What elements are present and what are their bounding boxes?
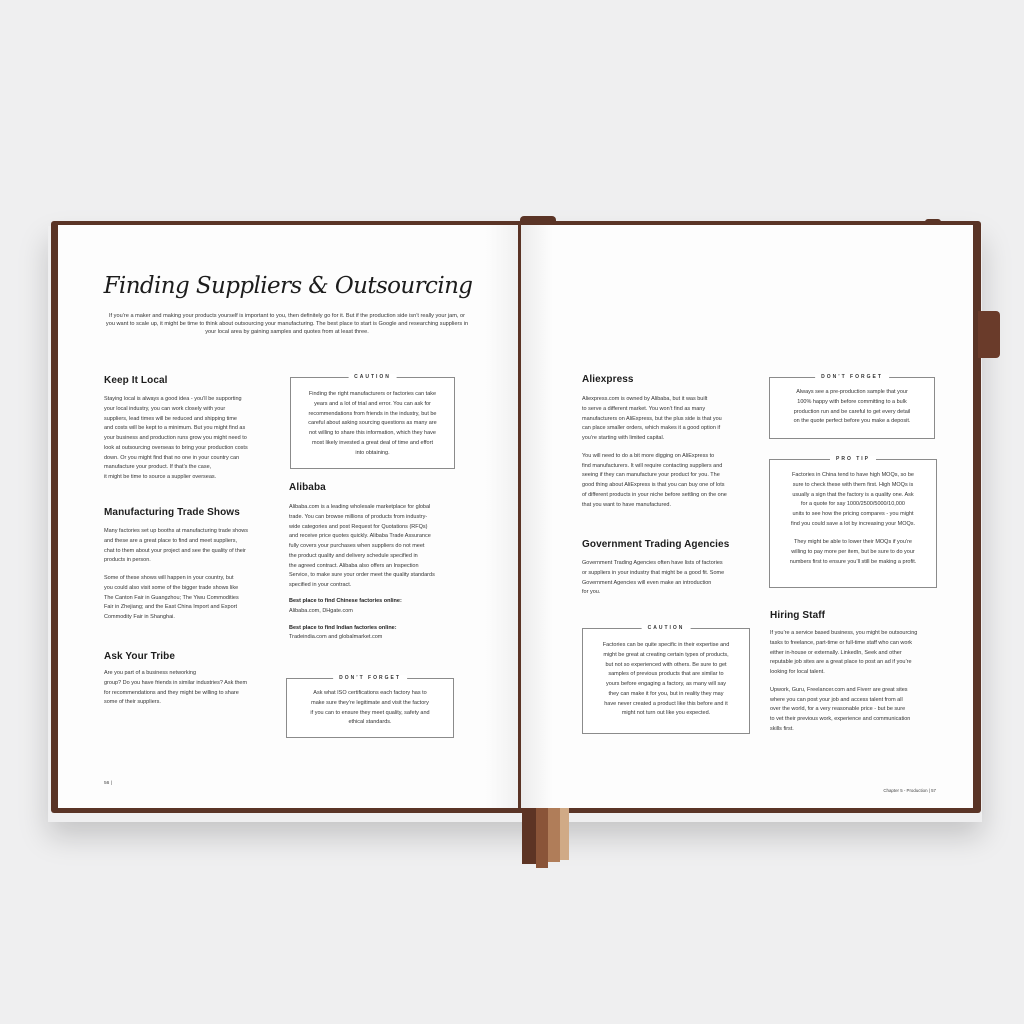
bookmark-ribbon-dark[interactable] (522, 800, 536, 864)
aliexpress-body-1: Aliexpress.com is owned by Alibaba, but it was built to serve a different market. You won’t find as many manufacturers on AliExpress, but the plus side is that you can place smaller orders, which makes it a good option if you’re starting with limited capital. (582, 396, 722, 442)
caution-box (290, 374, 455, 469)
left-page (58, 225, 518, 808)
intro-paragraph: If you’re a maker and making your products yourself is important to you, then definitely go for it. But if the production side isn’t really your jam, or you want to scale up, it might be time to think about outsourcing your manufacturing. The best place to start is Google and researching suppliers in your local area by gaining samples and quotes from at least three. (105, 313, 469, 336)
pro-tip-text-1: Factories in China tend to have high MOQs, so be sure to check these with them first. High MOQs is usually a sign that the factory is a quality one. Ask for a quote for say 1000/2500/5000/10,000 units to see how the pricing compares - you might find you could save a lot by increasing your MOQs. (790, 472, 916, 527)
ask-tribe-heading: Ask Your Tribe (104, 651, 176, 662)
alibaba-section (289, 482, 464, 643)
dont-forget-label-right: DON’T FORGET (815, 374, 889, 380)
gov-agencies-heading: Government Trading Agencies (582, 539, 730, 550)
alibaba-body: Alibaba.com is a leading wholesale marketplace for global trade. You can browse millions of products from industry- wide categories and post Request for Quotations (RFQs) and receive price quotes quickly. Alibaba Trade Assurance fully covers your purchases when suppliers do not meet the product quality and delivery schedule specified in the agreed contract. Alibaba also offers an Inspection Service, to make sure your order meet the quality standards specified in your contract. (289, 504, 435, 589)
ask-tribe-body: Are you part of a business networking group? Do you have friends in similar industries? Ask them for recommendations and they might be willing to share some of their suppliers. (104, 670, 248, 706)
hiring-body-2: Upwork, Guru, Freelancer.com and Fiverr are great sites where you can post your job and access talent from all over the world, for a very reasonable price - but be sure to vet their previous work, experience and communication skills first. (770, 686, 911, 733)
gov-agencies-body: Government Trading Agencies often have lists of factories or suppliers in your industry that might be a good fit. Some Government Agencies will even make an introduction for you. (582, 560, 725, 596)
india-sites: Tradeindia.com and globalmarket.com (289, 634, 383, 641)
right-page (521, 225, 973, 808)
elastic-closure-tab (978, 311, 1000, 358)
pro-tip-text-2: They might be able to lower their MOQs if you’re willing to pay more per item, but be sure to do your numbers first to ensure you’ll still be making a profit. (789, 539, 917, 565)
trade-shows-heading: Manufacturing Trade Shows (104, 507, 240, 518)
trade-shows-body-2: Some of these shows will happen in your country, but you could also visit some of the bigger trade shows like The Canton Fair in Guangzhou; The Yiwu Commodities Fair in Zhejiang; and the East China Import and Export Commodity Fair in Shanghai. (104, 575, 239, 621)
caution-label: CAUTION (348, 374, 397, 380)
aliexpress-section (582, 374, 757, 511)
page-number-left: 56 | (104, 781, 112, 786)
aliexpress-heading: Aliexpress (582, 374, 634, 385)
india-sites-label: Best place to find Indian factories online: (289, 624, 397, 631)
dont-forget-text-right: Always see a pre-production sample that your 100% happy with before committing to a bulk production run and be careful to get every detail on the quote perfect before you make a deposit. (793, 389, 911, 425)
keep-local-section (104, 375, 284, 483)
pro-tip-box (769, 456, 937, 588)
trade-shows-body-1: Many factories set up booths at manufacturing trade shows and these are a great place to find and meet suppliers, chat to them about your project and see the quality of their products in person. (104, 528, 248, 564)
hiring-body-1: If you’re a service based business, you might be outsourcing tasks to freelance, part-time or full-time staff who can work either in-house or externally. LinkedIn, Seek and other reputable job sites are a great place to post an ad if you’re looking for local talent. (770, 630, 918, 676)
page-title: Finding Suppliers & Outsourcing (103, 273, 473, 299)
caution-box-right (582, 625, 750, 734)
keep-local-body: Staying local is always a good idea - you’ll be supporting your local industry, you can work closely with your suppliers, lead times will be reduced and shipping time and costs will be kept to a minimum. But you might find as your business and production runs grow you might need to look at outsourcing overseas to bring your production costs down. Or you might find that no one in your country can manufacture your product. If that’s the case, it might be time to source a supplier overseas. (104, 396, 248, 481)
keep-local-heading: Keep It Local (104, 375, 168, 386)
caution-text-right: Factories can be quite specific in their expertise and might be great at creating certain types of products, but not so experienced with others. Be sure to get samples of previous products that are similar to yours before engaging a factory, as many will say they can make it for you, but in reality they may have never created a product like this before and it might not turn out like you expected. (602, 642, 730, 717)
caution-label-right: CAUTION (642, 625, 691, 631)
china-sites: Alibaba.com, DHgate.com (289, 607, 353, 614)
caution-text: Finding the right manufacturers or factories can take years and a lot of trial and error. You can ask for recommendations from friends in the industry, but be careful about asking sourcing questions as many are not willing to share this information, which they have most likely invested a great deal of time and effort into obtaining. (308, 391, 437, 456)
china-sites-label: Best place to find Chinese factories online: (289, 598, 402, 605)
ask-tribe-section (104, 651, 284, 708)
bookmark-ribbon-tan[interactable] (548, 800, 560, 862)
alibaba-heading: Alibaba (289, 482, 326, 493)
dont-forget-box-right (769, 374, 935, 439)
page-footer-right: Chapter 5 - Production | 57 (883, 788, 936, 793)
dont-forget-text: Ask what ISO certifications each factory has to make sure they’re legitimate and visit the factory if you can to ensure they meet quality, safety and ethical standards. (310, 690, 430, 726)
dont-forget-box (286, 675, 454, 738)
dont-forget-label: DON’T FORGET (333, 675, 407, 681)
pro-tip-label: PRO TIP (830, 456, 876, 462)
hiring-section (770, 610, 946, 735)
bookmark-ribbon-light[interactable] (560, 800, 569, 860)
bookmark-ribbon-medium[interactable] (536, 800, 548, 868)
trade-shows-section (104, 507, 284, 623)
hiring-heading: Hiring Staff (770, 610, 826, 621)
aliexpress-body-2: You will need to do a bit more digging on AliExpress to find manufacturers. It will require contacting suppliers and seeing if they can manufacture your product for you. The good thing about AliExpress is that you can buy one of lots of different products in your niche before settling on the one that you want to have manufactured. (582, 452, 727, 508)
gov-agencies-section (582, 539, 757, 598)
